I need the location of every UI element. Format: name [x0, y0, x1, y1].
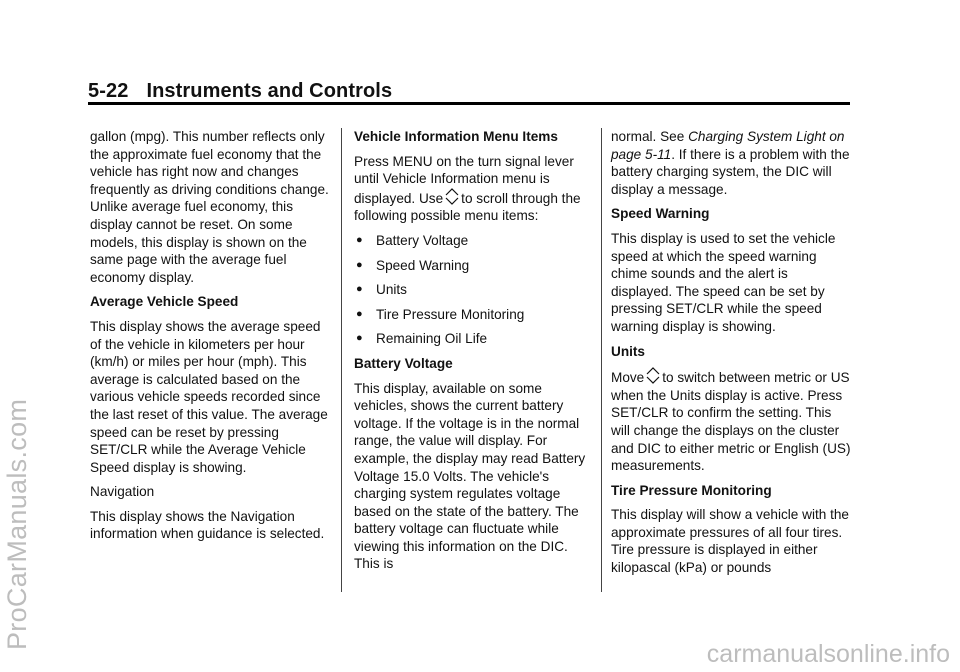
heading-average-vehicle-speed: Average Vehicle Speed — [90, 294, 239, 310]
up-down-arrow-icon — [445, 188, 459, 205]
column-3 — [611, 128, 851, 584]
column-2 — [354, 128, 592, 580]
list-item: ● Remaining Oil Life — [356, 331, 488, 347]
paragraph-battery-voltage: This display, available on some vehicles, shows the current battery voltage. If the voltage is in the normal range, the value will display. For example, the display may read Battery Voltage 15.0 Volts. The vehicle's charging system regulates voltage based on the state of the battery. The battery voltage can fluctuate while viewing this information on the DIC. This is — [354, 380, 586, 572]
up-down-arrow-icon — [646, 367, 660, 384]
cross-reference-link[interactable]: Charging System Light on page 5-11 — [611, 129, 845, 162]
paragraph-fuel-economy: gallon (mpg). This number reflects only the approximate fuel economy that the vehicle has right now and changes frequently as driving conditions change. Unlike average fuel economy, this display cannot be reset. On some models, this display is shown on the same page with the average fuel economy display. — [90, 129, 329, 285]
header-rule — [88, 102, 850, 105]
page-header — [88, 80, 392, 103]
heading-battery-voltage: Battery Voltage — [354, 355, 453, 371]
heading-speed-warning: Speed Warning — [611, 206, 710, 222]
column-1 — [90, 128, 330, 550]
page-number: 5-22 — [88, 80, 129, 102]
list-item: ● Tire Pressure Monitoring — [356, 306, 525, 322]
heading-vehicle-information-menu-items: Vehicle Information Menu Items — [354, 129, 558, 144]
column-divider-2 — [601, 128, 602, 592]
bullet-icon: ● — [356, 283, 363, 296]
list-item: ● Battery Voltage — [356, 232, 469, 248]
column-divider-1 — [341, 128, 342, 592]
bullet-icon: ● — [356, 233, 363, 246]
bullet-icon: ● — [356, 258, 363, 271]
heading-tire-pressure-monitoring: Tire Pressure Monitoring — [611, 482, 772, 498]
list-item: ● Units — [356, 282, 407, 298]
paragraph-units: Move to switch between metric or US when the Units display is active. Press SET/CLR to confirm the setting. This will change the displays on the cluster and DIC to either metric or English (US) measurements. — [611, 367, 851, 475]
footer-watermark: carmanualsonline.info — [706, 640, 950, 668]
paragraph-tire-pressure-monitoring: This display will show a vehicle with the approximate pressures of all four tires. Tire pressure is displayed in either kilopascal (kPa) or pounds — [611, 507, 849, 576]
heading-navigation: Navigation — [90, 484, 155, 500]
paragraph-average-vehicle-speed: This display shows the average speed of the vehicle in kilometers per hour (km/h) or miles per hour (mph). This average is calculated based on the various vehicle speeds recorded since the last reset of this value. The average speed can be reset by pressing SET/CLR while the Average Vehicle Speed display is showing. — [90, 318, 328, 475]
paragraph-navigation: This display shows the Navigation information when guidance is selected. — [90, 508, 325, 542]
paragraph-charging-normal: normal. See Charging System Light on page 5-11. If there is a problem with the battery charging system, the DIC will display a message. — [611, 129, 850, 197]
bullet-icon: ● — [356, 307, 363, 320]
bullet-icon: ● — [356, 332, 363, 345]
side-watermark: ProCarManuals.com — [2, 398, 32, 650]
paragraph-speed-warning: This display is used to set the vehicle speed at which the speed warning chime sounds and the alert is displayed. The speed can be set by pressing SET/CLR while the speed warning display is showing. — [611, 230, 836, 334]
list-item: ● Speed Warning — [356, 257, 470, 273]
section-title: Instruments and Controls — [146, 80, 393, 102]
heading-units: Units — [611, 343, 645, 359]
paragraph-menu-instructions: Press MENU on the turn signal lever until Vehicle Information menu is displayed. Use to scroll through the following possible menu items: — [354, 153, 581, 224]
